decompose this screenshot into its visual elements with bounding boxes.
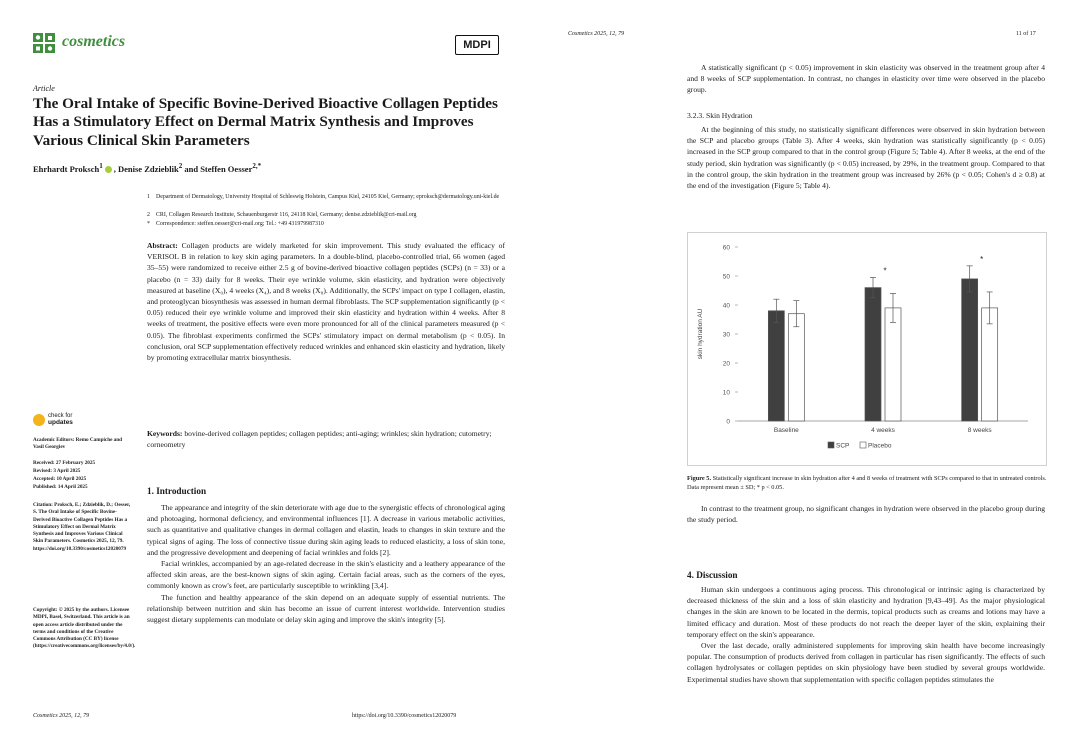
citation: Citation: Proksch, E.; Zdzieblik, D.; Oesser, S. The Oral Intake of Specific Bovine-Derived Bioactive Collagen Peptides Has a Stimulatory Effect on Dermal Matrix Synthesis and Improves Various Clinical Skin Parameters. Cosmetics 2025, 12, 79. https://doi.org/10.3390/cosmetics12020079 [33, 502, 131, 552]
paragraph: In contrast to the treatment group, no significant changes in hydration were observed in the placebo group during the study period. [687, 504, 1045, 525]
received-date: Received: 27 February 2025 [33, 460, 96, 466]
bar-chart [688, 233, 1046, 465]
x-tick-label: 8 weeks [967, 427, 992, 434]
article-type-label: Article [33, 84, 55, 93]
journal-name: cosmetics [62, 33, 126, 50]
journal-logo-icon [33, 33, 57, 55]
abstract: Abstract: Collagen products are widely marketed for skin improvement. This study evaluated the efficacy of VERISOL B in relation to key skin aging parameters. In a double-blind, placebo-controlled trial, 66 women (aged 35–55) were randomized to receive either 2.5 g of bovine-derived bioactive collagen peptides (SCPs) (n = 33) or a placebo (n = 33) daily for 8 weeks. Their eye wrinkle volume, skin elasticity, and hydration were objectively measured at baseline (X₀), 4 weeks (X₄), and 8 weeks (X₈). Additionally, the SCPs' impact on type I collagen, elastin, and proteoglycan biosynthesis was assessed in human dermal fibroblasts. The SCP supplementation significantly (p < 0.05) reduced their eye wrinkle volume and improved their skin elasticity and hydration within 4 weeks. After 8 weeks of treatment, the positive effects were even more pronounced for all of the clinical parameters measured (p < 0.05). The fibroblast experiments confirmed the SCPs' stimulatory impact on dermal metabolism (p < 0.05). In conclusion, oral SCP supplementation effectively reduced wrinkles and enhanced skin elasticity and hydration, likely by promoting extracellular matrix biosynthesis. [147, 241, 505, 363]
author-name: and Steffen Oesser [182, 163, 253, 174]
y-tick-label: 20 [722, 360, 730, 368]
keywords: Keywords: bovine-derived collagen peptides; collagen peptides; anti-aging; wrinkles; skin hydration; cutometry; corneometry [147, 429, 492, 450]
section-heading-discussion: 4. Discussion [687, 570, 738, 580]
revised-date: Revised: 3 April 2025 [33, 468, 81, 474]
bar-scp [962, 279, 978, 421]
significance-marker: * [980, 254, 984, 264]
academic-editors: Academic Editors: Remo Campiche and Vasil Georgiev [33, 437, 123, 451]
introduction-body [147, 502, 505, 625]
running-head: Cosmetics 2025, 12, 79 [568, 31, 625, 37]
accepted-date: Accepted: 10 April 2025 [33, 476, 87, 482]
right-page [540, 0, 1080, 754]
page-number: 11 of 17 [1016, 31, 1036, 37]
check-updates-icon [33, 414, 45, 426]
section-heading-introduction: 1. Introduction [147, 486, 207, 496]
bar-scp [768, 311, 784, 421]
x-tick-label: 4 weeks [871, 427, 895, 434]
orcid-icon[interactable] [105, 166, 112, 173]
y-tick-label: 40 [722, 302, 730, 310]
legend-swatch-scp [828, 442, 834, 448]
bar-placebo [885, 308, 901, 421]
paragraph: Facial wrinkles, accompanied by an age-related decrease in the skin's elasticity and a leathery appearance of the affected skin areas, are the best-known signs of skin aging. Certain facial areas, such as the corners of the eyes, commonly known as crow's feet, are particularly susceptible to wrinkling [3,4]. [147, 559, 505, 591]
legend-label: Placebo [868, 442, 892, 450]
y-tick-label: 30 [722, 331, 730, 339]
significance-marker: * [883, 266, 887, 276]
y-tick-label: 10 [722, 389, 730, 397]
y-tick-label: 50 [722, 273, 730, 281]
paragraph: At the beginning of this study, no statistically significant differences were observed in skin hydration between the SCP and placebo groups (Table 3). After 4 weeks, skin hydration was statistically significantly (p < 0.05) increased in the SCP group compared to that in the control group (Figure 5; Table 4). After 8 weeks, at the end of the study period, skin hydration was significantly (p < 0.05) increased, by 29%, in the treatment group. Compared to that in the control group, the skin hydration in the treatment group was increased by 26% (p < 0.05; Cohen's d ≥ 0.8) at the end of the investigation (Figure 5; Table 4). [687, 125, 1045, 191]
discussion-body [687, 584, 1045, 685]
published-date: Published: 14 April 2025 [33, 484, 88, 490]
legend-swatch-placebo [860, 442, 866, 448]
legend-label: SCP [836, 442, 850, 450]
footer-doi-link[interactable]: https://doi.org/10.3390/cosmetics12020079 [352, 713, 457, 719]
y-tick-label: 60 [722, 244, 730, 252]
subsection-heading: 3.2.3. Skin Hydration [687, 111, 753, 120]
paragraph: A statistically significant (p < 0.05) improvement in skin elasticity was observed in the treatment group after 4 and 8 weeks of SCP supplementation. In contrast, no changes in elasticity over time were observed in the placebo group. [687, 63, 1045, 95]
x-tick-label: Baseline [773, 427, 799, 434]
y-axis-label: skin hydration AU [697, 308, 704, 360]
figure-caption: Figure 5. Statistically significant increase in skin hydration after 4 and 8 weeks of treatment with SCPs compared to that in untreated controls. Data represent mean ± SD; * p < 0.05. [687, 475, 1047, 492]
footer-journal-ref: Cosmetics 2025, 12, 79 [33, 713, 90, 719]
author-name: Ehrhardt Proksch [33, 163, 100, 174]
paragraph: The function and healthy appearance of the skin depend on an adequate supply of essential nutrients. The relationship between nutrition and skin has become an issue of current interest worldwide. Intervention studies suggest dietary supplements can modulate or delay skin aging and improve the skin's integrity [5]. [147, 592, 505, 625]
bar-placebo [788, 314, 804, 421]
paragraph: Over the last decade, orally administered supplements for improving skin health have become increasingly popular. The consumption of products derived from collagen in particular has risen significantly. The effects of such collagen hydrolysates or collagen peptides on skin physiology have been studied by several groups worldwide. Experimental studies have shown that supplementation with specific collagen peptides stimulates the [687, 641, 1045, 684]
copyright-notice: Copyright: © 2025 by the authors. Licensee MDPI, Basel, Switzerland. This article is an open access article distributed under the terms and conditions of the Creative Commons Attribution (CC BY) license (https://creativecommons.org/licenses/by/4.0/). [33, 607, 136, 650]
y-tick-label: 0 [726, 418, 730, 426]
paragraph: Human skin undergoes a continuous aging process. This chronological or intrinsic aging is characterized by decreased thickness of the skin and a loss of skin elasticity and hydration [9,43–49]. As the major physiological changes in the skin are known to be located in the dermis, topical products such as creams and lotions may have a limited efficacy and duration. Most of these products do not reach the deeper layer of the skin, explaining their temporary effect on the skin's appearance. [687, 585, 1045, 639]
publisher-logo: MDPI [455, 35, 499, 55]
left-page: cosmetics MDPI Article The Oral Intake of Specific Bovine-Derived Bioactive Collagen Peptides Has a Stimulatory Effect on Dermal Matrix Synthesis and Improves Various Clinical Skin Parameters Ehrhardt Proksch$^1$ , Denise Zdzieblik$^2$ and Steffen Oesser$^{2,*}$ 1 Department of Dermatology, University Hospital of Schleswig Holstein, Campus Kiel, 24105 Kiel, Germany; eproksch@dermatology.uni-kiel.de 2 CRI, Collagen Research Institute, Schauenburgerstr 116, 24118 Kiel, Germany; denise.zdzieblik@cri-mail.org * Correspondence: steffen.oesser@cri-mail.org; Tel.: +49 431979987310 Abstract: Collagen products are widely marketed for skin improvement. This study evaluated the efficacy of VERISOL B in relation to key skin aging parameters. In a double-blind, placebo-controlled trial, 66 women (aged 35–55) were randomized to receive either 2.5 g of bovine-derived bioactive collagen peptides (SCPs) (n = 33) or a placebo (n = 33) daily for 8 weeks. Their eye wrinkle volume, skin elasticity, and hydration were objectively measured at baseline (X₀), 4 weeks (X₄), and 8 weeks (X₈). Additionally, the SCPs' impact on type I collagen, elastin, and proteoglycan biosynthesis was assessed in human dermal fibroblasts. The SCP supplementation significantly (p < 0.05) reduced their eye wrinkle volume and improved their skin elasticity and hydration within 4 weeks. After 8 weeks of treatment, the positive effects were even more pronounced for all of the clinical parameters measured (p < 0.05). The fibroblast experiments confirmed the SCPs' stimulatory impact on dermal metabolism (p < 0.05). In conclusion, oral SCP supplementation effectively reduced wrinkles and enhanced skin elasticity and hydration, likely by promoting extracellular matrix biosynthesis. Keywords: bovine-derived collagen peptides; collagen peptides; anti-aging; wrinkles; skin hydration; cutometry; corneometry check for updates Academic Editors: Remo Campiche and Vasil Georgiev Received: 27 February 2025 Revised: 3 April 2025 Accepted: 10 April 2025 Published: 14 April 2025 Citation: Proksch, E.; Zdzieblik, D.; Oesser, S. The Oral Intake of Specific Bovine-Derived Bioactive Collagen Peptides Has a Stimulatory Effect on Dermal Matrix Synthesis and Improves Various Clinical Skin Parameters. Cosmetics 2025, 12, 79. https://doi.org/10.3390/cosmetics12020079 Copyright: © 2025 by the authors. Licensee MDPI, Basel, Switzerland. This article is an open access article distributed under the terms and conditions of the Creative Commons Attribution (CC BY) license (https://creativecommons.org/licenses/by/4.0/). 1. Introduction The appearance and integrity of the skin deteriorate with age due to the synergistic effects of chronological aging and photoaging, hormonal deficiency, and environmental influences [1]. A decrease in various metabolic activities, such as quantitative and qualitative changes in dermal collagen and elastin, leads to changes in skin texture and the typical signs of aging. The loss of connective tissue during skin aging leads to reduced elasticity, a loss of skin tone, and the progressive development and deepening of facial wrinkles and folds [2]. Facial wrinkles, accompanied by an age-related decrease in the skin's elasticity and a leathery appearance of the affected skin areas, are the best-known signs of skin aging. Certain facial areas, such as the corners of the eyes, commonly known as crow's feet, are particularly susceptible to wrinkling [3,4]. The function and healthy appearance of the skin depend on an adequate supply of essential nutrients. The relationship between nutrition and skin has become an issue of current interest worldwide. Intervention studies suggest dietary supplements can modulate or delay skin aging and improve the skin's integrity [5]. Cosmetics 2025, 12, 79 https://doi.org/10.3390/cosmetics12020079 [0, 0, 540, 754]
author-list: Ehrhardt Proksch$^1$ , Denise Zdzieblik$^2$ and Steffen Oesser$^{2,*}$ [33, 162, 262, 174]
bar-placebo [982, 308, 998, 421]
bar-scp [865, 288, 881, 421]
paragraph: The appearance and integrity of the skin deteriorate with age due to the synergistic effects of chronological aging and photoaging, hormonal deficiency, and environmental influences [1]. A decrease in various metabolic activities, such as quantitative and qualitative changes in dermal collagen and elastin, leads to changes in skin texture and the typical signs of aging. The loss of connective tissue during skin aging leads to reduced elasticity, a loss of skin tone, and the progressive development and deepening of facial wrinkles and folds [2]. [147, 503, 505, 557]
article-title: The Oral Intake of Specific Bovine-Derived Bioactive Collagen Peptides Has a Stimulatory Effect on Dermal Matrix Synthesis and Improves Various Clinical Skin Parameters [33, 95, 498, 149]
author-name: , Denise Zdzieblik [113, 163, 179, 174]
figure-5-chart [687, 232, 1047, 466]
